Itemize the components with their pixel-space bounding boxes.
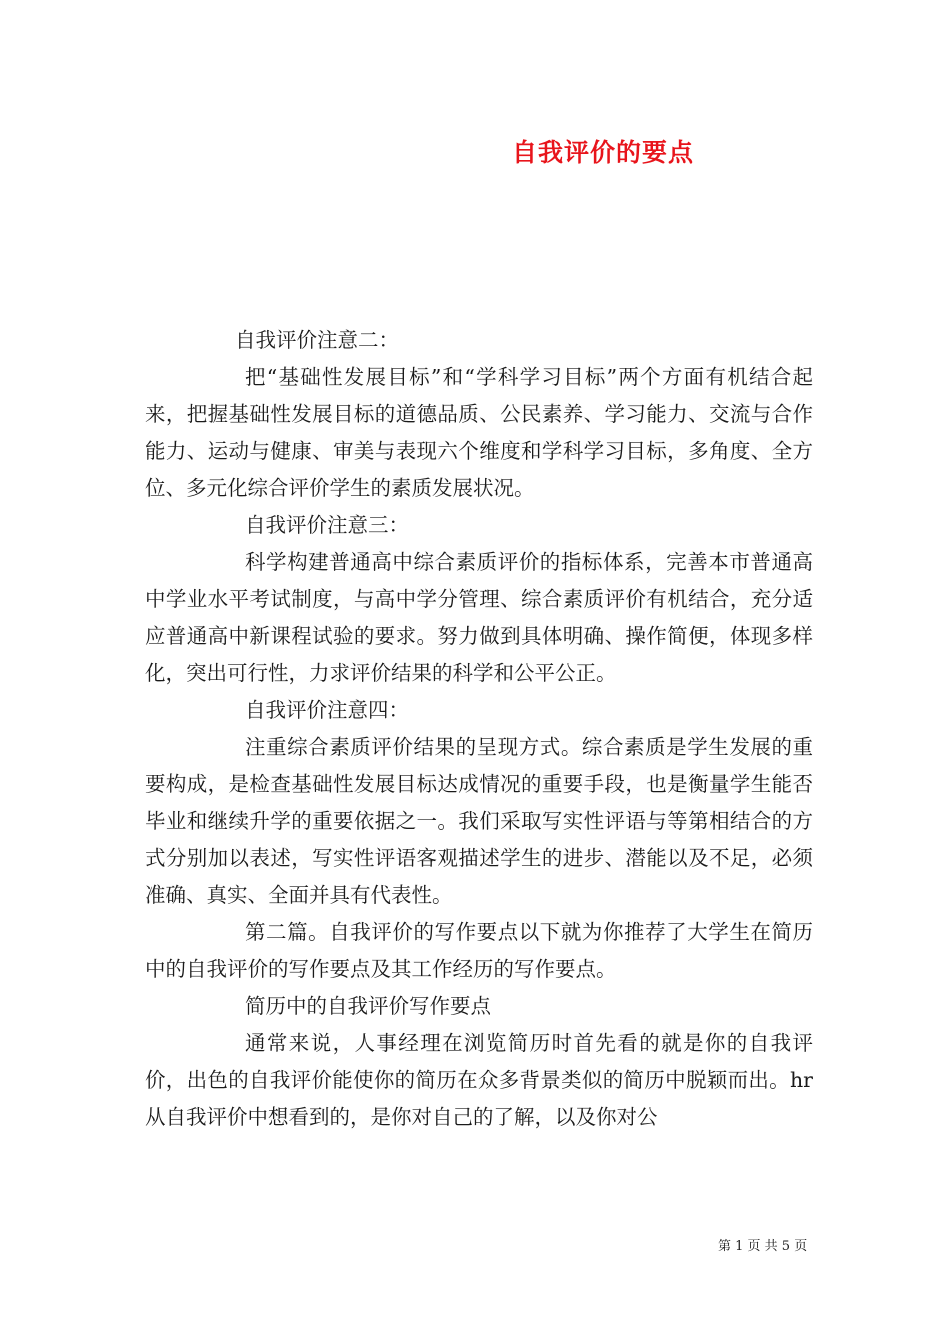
paragraph: 第二篇。自我评价的写作要点以下就为你推荐了大学生在简历中的自我评价的写作要点及其工作经历的写作要点。 (145, 920, 813, 981)
page-footer: 第 1 页 共 5 页 (718, 1239, 808, 1254)
paragraph-heading-2: 自我评价注意二： (235, 328, 399, 352)
document-title: 自我评价的要点 (512, 138, 695, 167)
paragraph: 科学构建普通高中综合素质评价的指标体系，完善本市普通高中学业水平考试制度，与高中学分管理、综合素质评价有机结合，充分适应普通高中新课程试验的要求。努力做到具体明确、操作简便，体现多样化，突出可行性，力求评价结果的科学和公平公正。 (145, 550, 813, 685)
paragraph: 把“基础性发展目标”和“学科学习目标”两个方面有机结合起来，把握基础性发展目标的道德品质、公民素养、学习能力、交流与合作能力、运动与健康、审美与表现六个维度和学科学习目标，多角度、全方位、多元化综合评价学生的素质发展状况。 (145, 365, 813, 500)
paragraph-heading-4: 自我评价注意四： (245, 698, 409, 722)
paragraph-subheading: 简历中的自我评价写作要点 (245, 994, 491, 1018)
paragraph: 通常来说，人事经理在浏览简历时首先看的就是你的自我评价，出色的自我评价能使你的简历在众多背景类似的简历中脱颖而出。hr从自我评价中想看到的，是你对自己的了解，以及你对公 (145, 1031, 813, 1129)
paragraph: 注重综合素质评价结果的呈现方式。综合素质是学生发展的重要构成，是检查基础性发展目标达成情况的重要手段，也是衡量学生能否毕业和继续升学的重要依据之一。我们采取写实性评语与等第相结合的方式分别加以表述，写实性评语客观描述学生的进步、潜能以及不足，必须准确、真实、全面并具有代表性。 (145, 735, 813, 907)
document-body (145, 322, 813, 1136)
paragraph-heading-3: 自我评价注意三： (245, 513, 409, 537)
